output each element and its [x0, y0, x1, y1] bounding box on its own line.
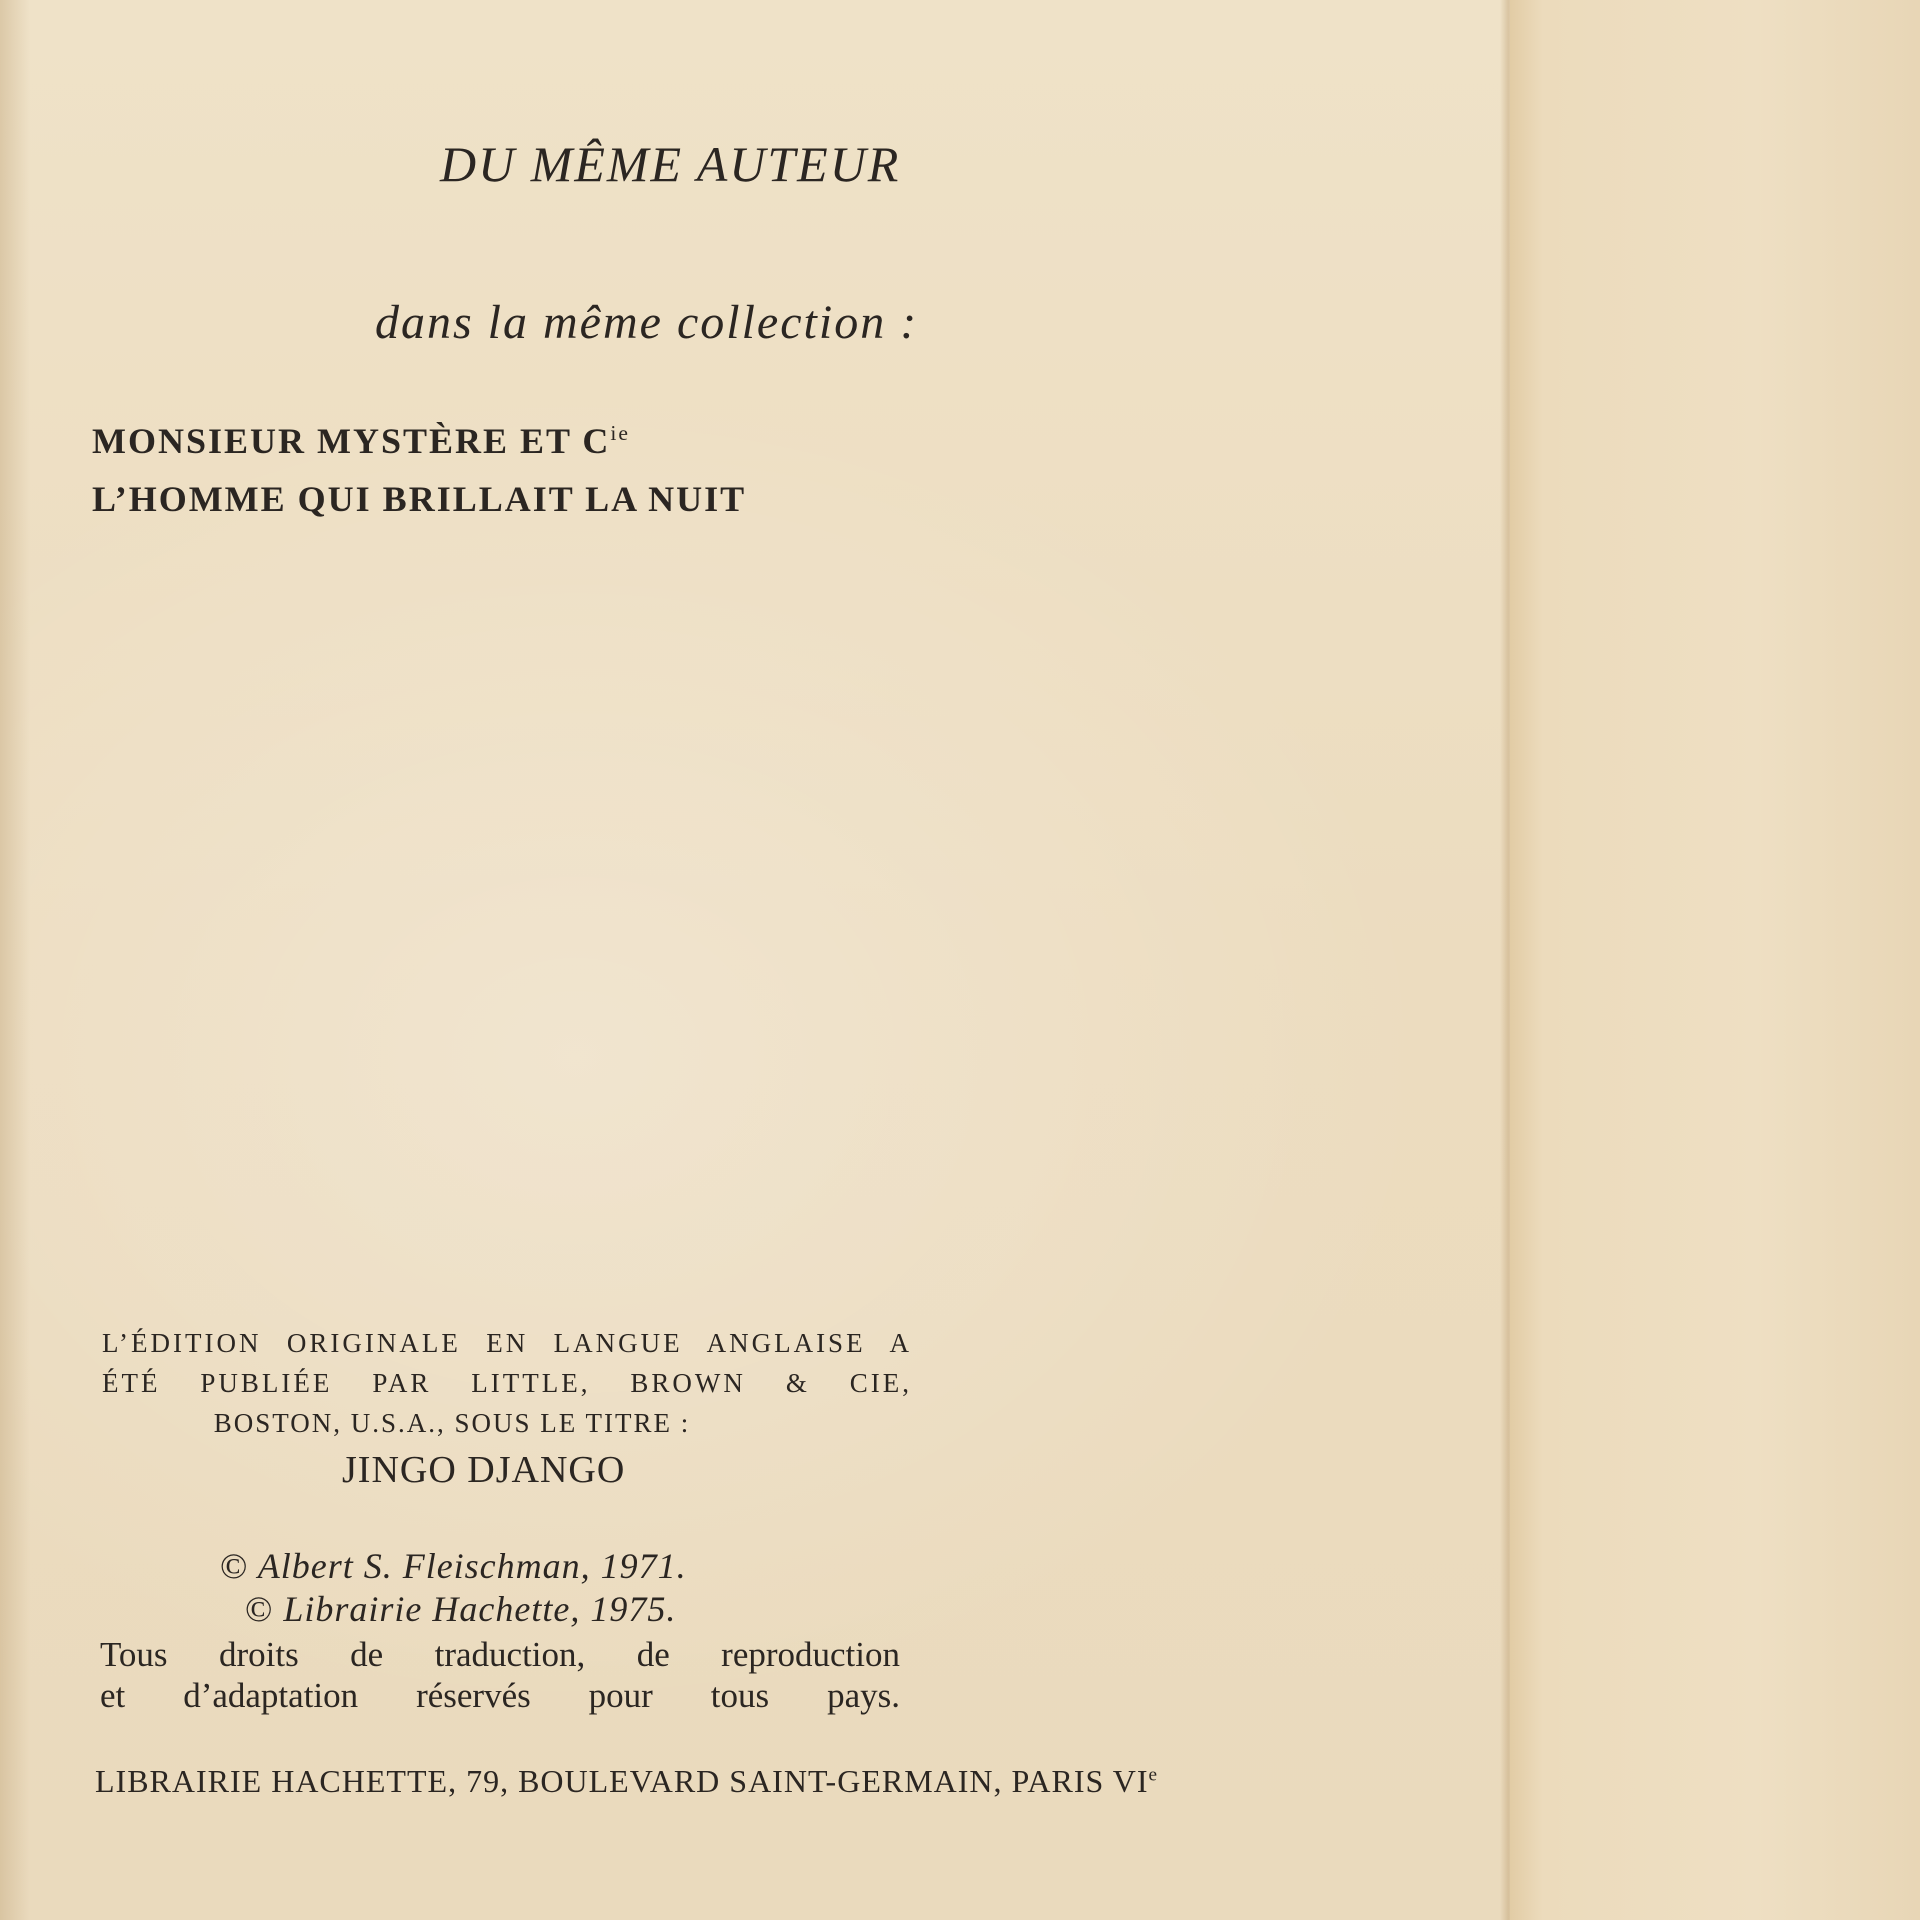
section-heading: DU MÊME AUTEUR — [440, 136, 901, 192]
book-title-1-text: MONSIEUR MYSTÈRE ET C — [92, 421, 611, 461]
publisher-address — [95, 1763, 1158, 1800]
original-title: JINGO DJANGO — [342, 1449, 626, 1491]
edition-note-line-2: ÉTÉ PUBLIÉE PAR LITTLE, BROWN & CIE, — [102, 1368, 912, 1398]
page-gutter-shadow — [0, 0, 30, 1920]
copyright-holder-1: Albert S. Fleischman, 1971. — [257, 1546, 687, 1586]
rights-line-2: et d’adaptation réservés pour tous pays. — [100, 1676, 900, 1715]
facing-page — [1510, 0, 1920, 1920]
copyright-line-1 — [220, 1545, 687, 1587]
book-title-1-superscript: ie — [610, 421, 631, 445]
publisher-address-superscript: e — [1148, 1764, 1159, 1786]
copyright-line-2 — [245, 1588, 676, 1630]
copyright-symbol-icon: © — [245, 1589, 274, 1629]
book-title-1 — [92, 420, 630, 462]
collection-subheading: dans la même collection : — [375, 296, 919, 349]
rights-line-1: Tous droits de traduction, de reproduction — [100, 1635, 900, 1674]
edition-note-line-1: L’ÉDITION ORIGINALE EN LANGUE ANGLAISE A — [102, 1328, 912, 1358]
edition-note-line-3: BOSTON, U.S.A., SOUS LE TITRE : — [213, 1408, 691, 1438]
copyright-symbol-icon: © — [220, 1546, 249, 1586]
publisher-address-text: LIBRAIRIE HACHETTE, 79, BOULEVARD SAINT-GERMAIN, PARIS VI — [95, 1763, 1149, 1799]
copyright-holder-2: Librairie Hachette, 1975. — [283, 1589, 677, 1629]
book-title-2: L’HOMME QUI BRILLAIT LA NUIT — [92, 479, 747, 519]
